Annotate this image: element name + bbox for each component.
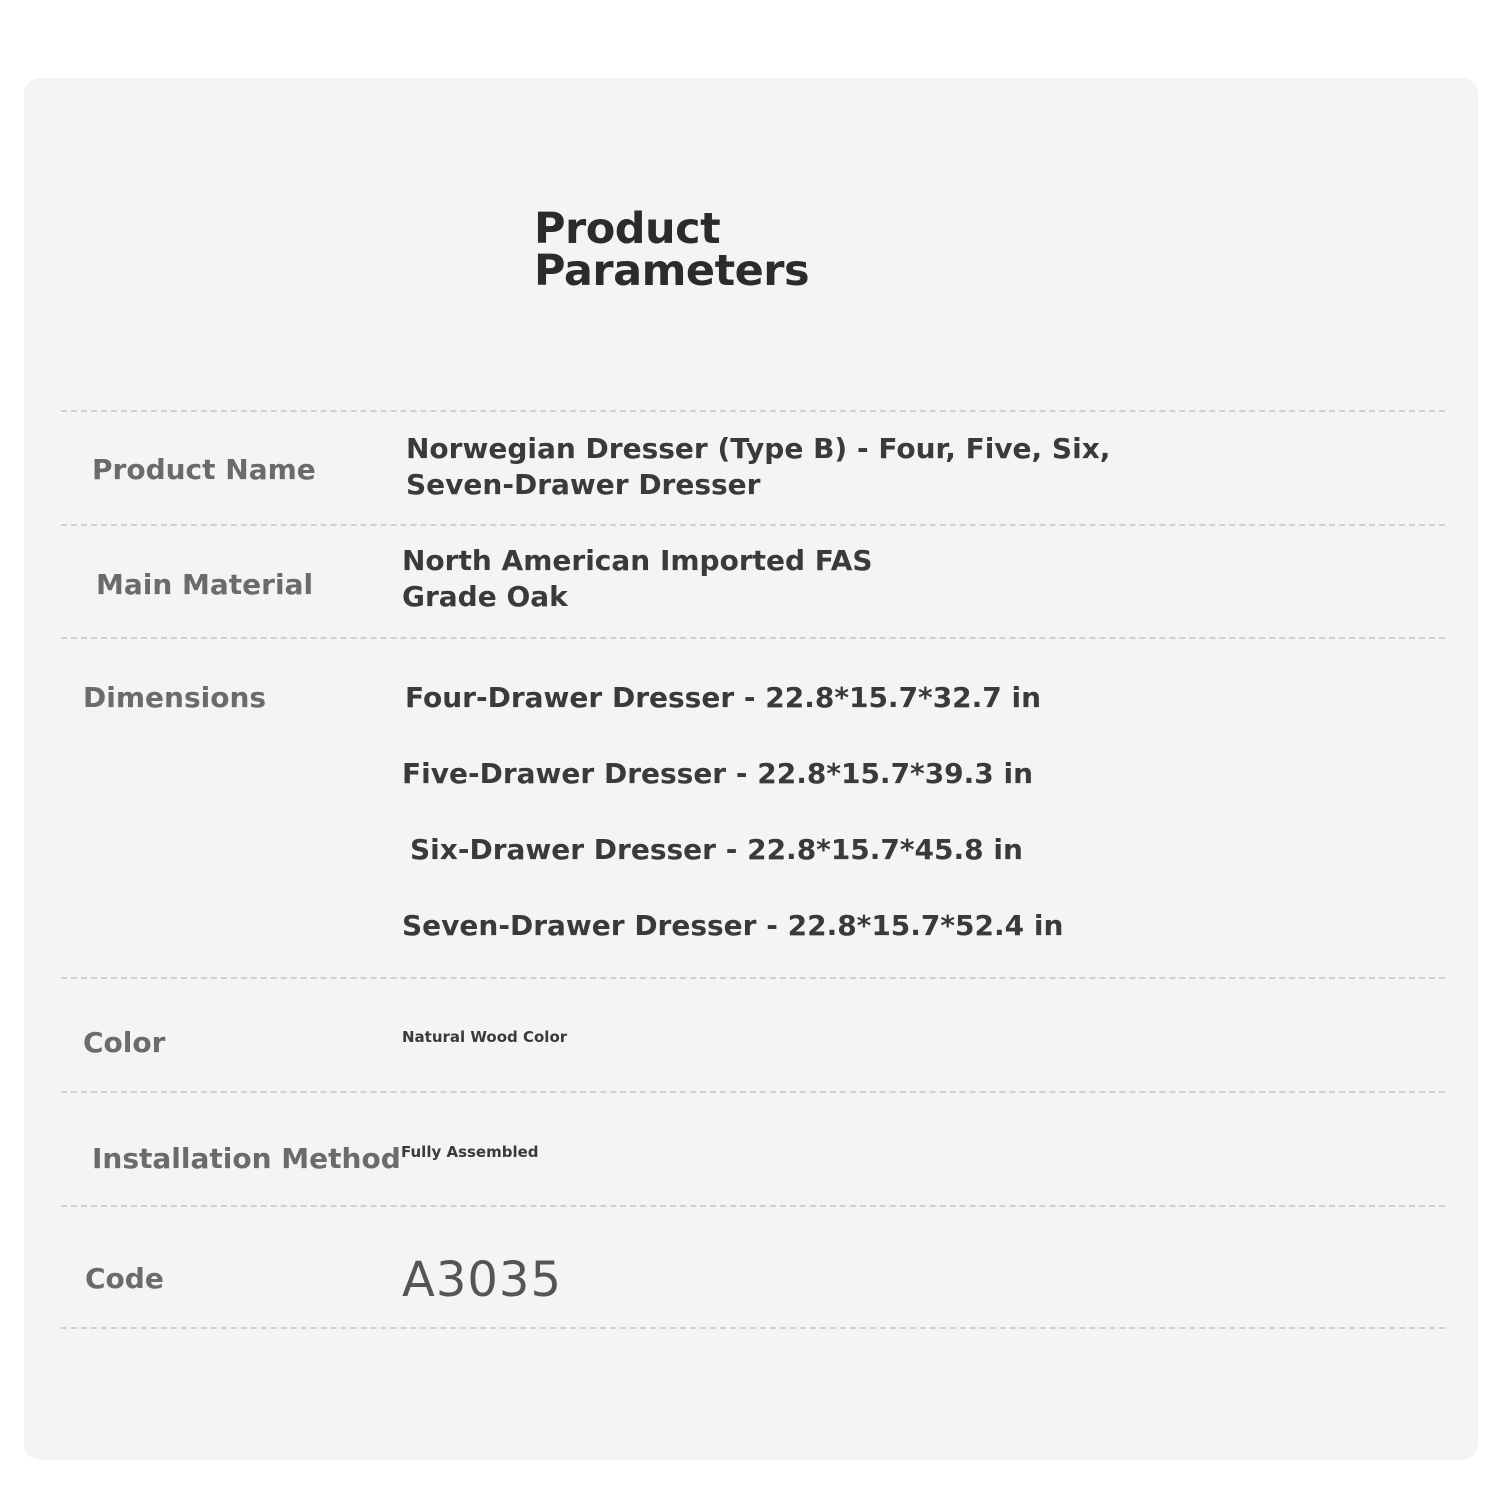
color-value: Natural Wood Color	[402, 1028, 568, 1046]
installation-method-value: Fully Assembled	[401, 1143, 539, 1161]
row-divider	[61, 1327, 1445, 1329]
title-line-1: Product	[534, 204, 721, 254]
main-material-line-2: Grade Oak	[402, 580, 568, 613]
row-divider	[61, 410, 1445, 412]
installation-method-label: Installation Method	[92, 1142, 401, 1175]
main-material-value	[402, 543, 873, 615]
row-divider	[61, 637, 1445, 639]
dimension-six-drawer: Six-Drawer Dresser - 22.8*15.7*45.8 in	[410, 833, 1023, 866]
row-divider	[61, 1205, 1445, 1207]
code-value: A3035	[402, 1252, 562, 1308]
main-material-label: Main Material	[96, 568, 314, 601]
product-name-value	[406, 431, 1110, 503]
page-title	[534, 204, 934, 296]
main-material-line-1: North American Imported FAS	[402, 544, 873, 577]
row-divider	[61, 524, 1445, 526]
dimension-five-drawer: Five-Drawer Dresser - 22.8*15.7*39.3 in	[402, 757, 1034, 790]
product-name-label: Product Name	[92, 453, 316, 486]
code-label: Code	[85, 1262, 164, 1295]
product-name-line-2: Seven-Drawer Dresser	[406, 468, 761, 501]
dimension-four-drawer: Four-Drawer Dresser - 22.8*15.7*32.7 in	[405, 681, 1042, 714]
product-name-line-1: Norwegian Dresser (Type B) - Four, Five, Six,	[406, 432, 1111, 465]
row-divider	[61, 1091, 1445, 1093]
dimensions-label: Dimensions	[83, 681, 267, 714]
color-label: Color	[83, 1026, 166, 1059]
row-divider	[61, 977, 1445, 979]
dimension-seven-drawer: Seven-Drawer Dresser - 22.8*15.7*52.4 in	[402, 909, 1064, 942]
title-line-2: Parameters	[534, 246, 810, 296]
